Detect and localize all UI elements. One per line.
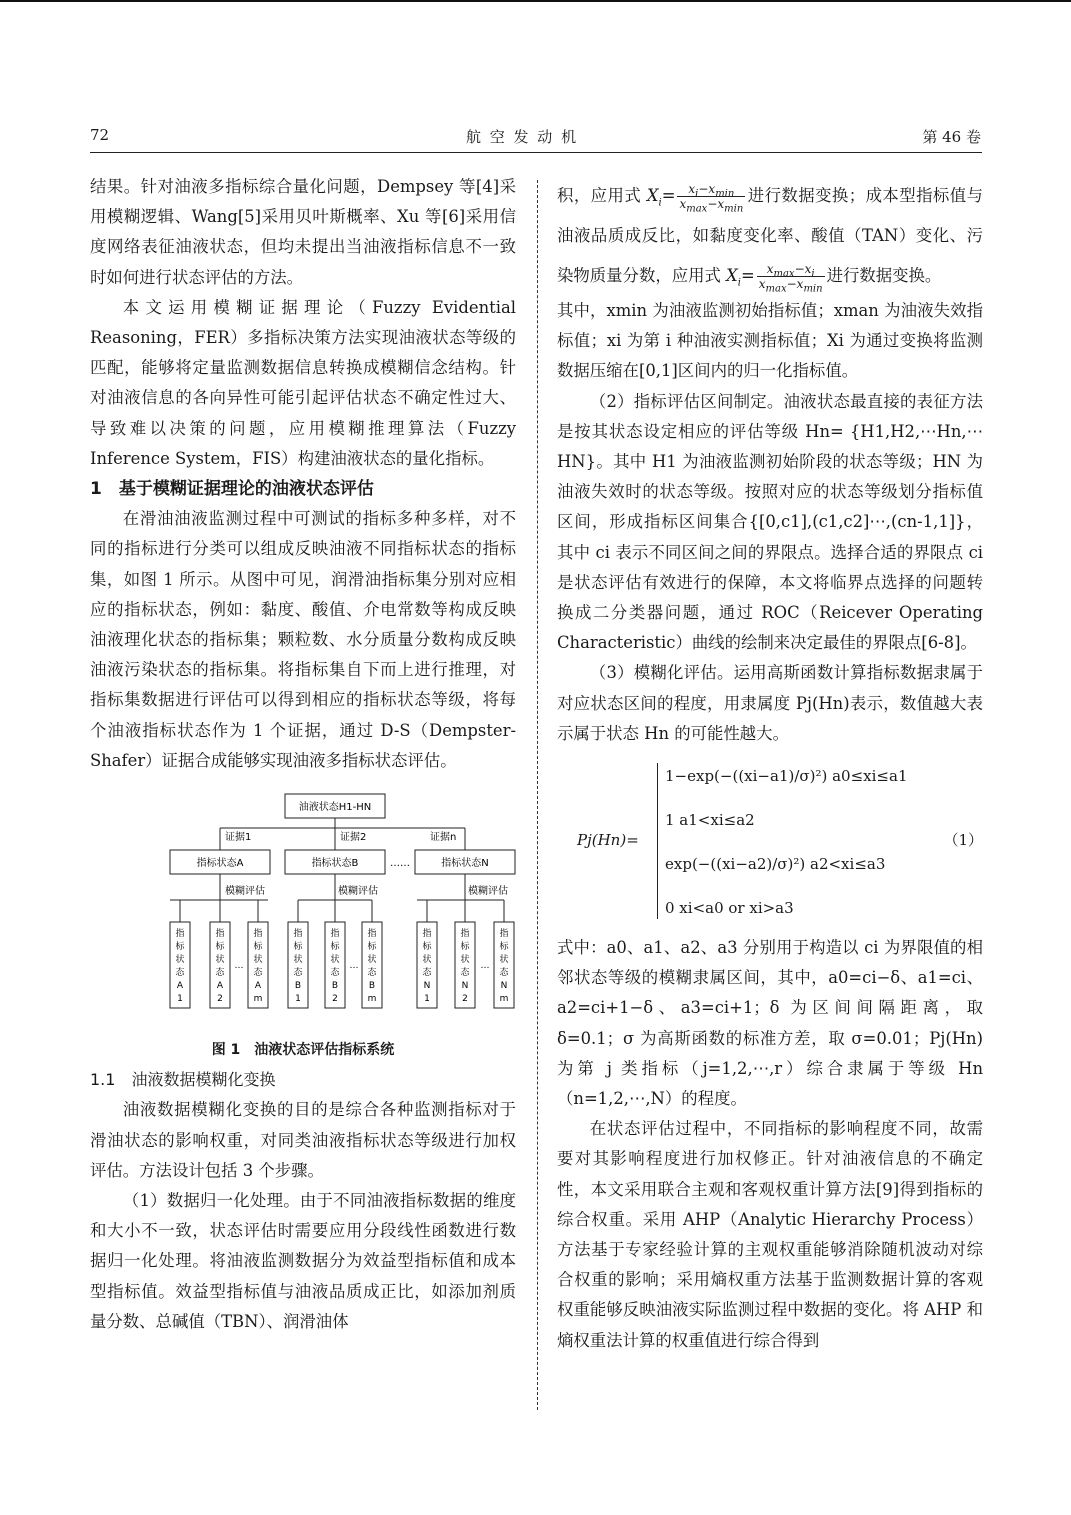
page-number: 72 (90, 126, 110, 144)
equation-row: 1−exp(−((xi−a1)/σ)²) a0≤xi≤a1 (665, 767, 908, 786)
fig-eval-label: 模糊评估 (225, 886, 265, 898)
paragraph: 结果。针对油液多指标综合量化问题，Dempsey 等[4]采用模糊逻辑、Wang[5]采用贝叶斯概率、Xu 等[6]采用信度网络表征油液状态，但均未提出当油液指标信息不一致时如何进行状态评估的方法。 (90, 177, 516, 287)
fig-leaf-label: 指标状态 N 2 (460, 929, 470, 1005)
paragraph: 在滑油油液监测过程中可测试的指标多种多样，对不同的指标进行分类可以组成反映油液不同指标状态的指标集，如图 1 所示。从图中可见，润滑油指标集分别对应相应的指标状态，例如：黏度、酸值、介电常数等构成反映油液理化状态的指标集；颗粒数、水分质量分数构成反映油液污染状态的指标集。将指标集自下而上进行推理，对指标集数据进行评估可以得到相应的指标状态等级，将每个油液指标状态作为 1 个证据，通过 D-S（Dempster-Shafer）证据合成能够实现油液多指标状态评估。 (90, 509, 516, 770)
paragraph: （3）模糊化评估。运用高斯函数计算指标数据隶属于对应状态区间的程度，用隶属度 Pj(Hn)表示，数值越大表示属于状态 Hn 的可能性越大。 (557, 663, 983, 743)
fig-leaf-label: 指标状态 B m (367, 929, 377, 1005)
paragraph: 积，应用式 $X_i=$ $\frac{x_i-x_{min}}{x_{max}-x_{min}}$ 进行数据变换；成本型指标值与油液品质成反比，如黏度变化率、酸值（TAN）变化、污染物质量分数，应用式 $X_i=$ $\frac{x_{max}-x_i}{x_{max}-x_{min}}$ 进行数据变换。 (557, 182, 983, 295)
left-column (90, 172, 516, 1337)
section-heading: 1 基于模糊证据理论的油液状态评估 (90, 479, 374, 500)
fig-evidence-label: 证据1 (225, 832, 252, 844)
paragraph: 式中：a0、a1、a2、a3 分别用于构造以 ci 为界限值的相邻状态等级的模糊隶属区间，其中，a0=ci−δ、a1=ci、a2=ci+1−δ、a3=ci+1；δ 为区间间隔距离，取 δ=0.1；σ 为高斯函数的标准方差，取 σ=0.01；Pj(Hn)为第 j 类指标（j=1,2,⋯,r）综合隶属于等级 Hn（n=1,2,⋯,N）的程度。 (557, 938, 983, 1109)
equation-1 (557, 757, 983, 925)
svg-text:…: … (349, 961, 359, 972)
svg-text:…: … (234, 961, 244, 972)
fig-evidence-label: 证据2 (340, 832, 367, 844)
figure-1-diagram (130, 790, 550, 1035)
paragraph: （1）数据归一化处理。由于不同油液指标数据的维度和大小不一致，状态评估时需要应用分段线性函数进行数据归一化处理。将油液监测数据分为效益型指标值和成本型指标值。效益型指标值与油液品质成正比，如添加剂质量分数、总碱值（TBN）、润滑油体 (90, 1191, 516, 1331)
top-border (0, 0, 1071, 2)
fig-leaf-label: 指标状态 N m (499, 929, 509, 1005)
fraction: $\frac{x_{max}-x_i}{x_{max}-x_{min}}$ (758, 262, 823, 295)
paragraph: 其中，xmin 为油液监测初始指标值；xman 为油液失效指标值；xi 为第 i 种油液实测指标值；Xi 为通过变换将监测数据压缩在[0,1]区间内的归一化指标值。 (557, 301, 983, 381)
fig-top-label: 油液状态H1-HN (298, 802, 372, 814)
fig-leaf-label: 指标状态 A 1 (175, 929, 185, 1005)
fig-ellipsis: …… (390, 858, 410, 870)
paragraph: 本文运用模糊证据理论（Fuzzy Evidential Reasoning，FER）多指标决策方法实现油液状态等级的匹配，能够将定量监测数据信息转换成模糊信念结构。针对油液信息的各向异性可能引起评估状态不确定性过大、导致难以决策的问题，应用模糊推理算法（Fuzzy Inference System，FIS）构建油液状态的量化指标。 (90, 297, 516, 468)
fig-leaf-label: 指标状态 A 2 (215, 929, 225, 1005)
fig-eval-label: 模糊评估 (468, 886, 508, 898)
equation-lhs: Pj(Hn)= (577, 831, 639, 850)
equation-number: （1） (943, 831, 983, 850)
equation-brace (657, 763, 662, 919)
equation-row: 1 a1<xi≤a2 (665, 811, 755, 830)
journal-title: 航 空 发 动 机 (466, 128, 579, 146)
subsection-heading: 1.1 油液数据模糊化变换 (90, 1070, 276, 1090)
volume-label: 第 46 卷 (922, 128, 981, 146)
fig-leaf-label: 指标状态 B 2 (330, 929, 340, 1005)
equation-row: 0 xi<a0 or xi>a3 (665, 899, 794, 918)
fig-state-label: 指标状态B (311, 858, 359, 870)
fig-state-label: 指标状态A (196, 858, 244, 870)
fig-leaf-label: 指标状态 N 1 (422, 929, 432, 1005)
fig-state-label: 指标状态N (441, 858, 489, 870)
fig-evidence-label: 证据n (430, 832, 457, 844)
paragraph: （2）指标评估区间制定。油液状态最直接的表征方法是按其状态设定相应的评估等级 Hn= {H1,H2,⋯Hn,⋯HN}。其中 H1 为油液监测初始阶段的状态等级；HN 为油液失效时的状态等级。按照对应的状态等级划分指标值区间，形成指标区间集合{[0,c1],(c1,c2]⋯,(cn-1,1]}，其中 ci 表示不同区间之间的界限点。选择合适的界限点 ci 是状态评估有效进行的保障，本文将临界点选择的问题转换成二分类器问题，通过 ROC（Reicever Operating Characteristic）曲线的绘制来决定最佳的界限点[6-8]。 (557, 391, 983, 653)
equation-row: exp(−((xi−a2)/σ)²) a2<xi≤a3 (665, 855, 886, 874)
right-column (557, 176, 983, 1356)
fig-leaf-label: 指标状态 B 1 (293, 929, 303, 1005)
paragraph: 在状态评估过程中，不同指标的影响程度不同，故需要对其影响程度进行加权修正。针对油液信息的不确定性，本文采用联合主观和客观权重计算方法[9]得到指标的综合权重。采用 AHP（Analytic Hierarchy Process）方法基于专家经验计算的主观权重能够消除随机波动对综合权重的影响；采用熵权重方法基于监测数据计算的客观权重能够反映油液实际监测过程中数据的变化。将 AHP 和熵权重法计算的权重值进行综合得到 (557, 1119, 983, 1350)
header-rule (90, 152, 982, 153)
figure-caption: 图 1 油液状态评估指标系统 (211, 1042, 395, 1059)
svg-text:…: … (480, 961, 490, 972)
fig-eval-label: 模糊评估 (338, 886, 378, 898)
paragraph: 油液数据模糊化变换的目的是综合各种监测指标对于滑油状态的影响权重，对同类油液指标状态等级进行加权评估。方法设计包括 3 个步骤。 (90, 1100, 516, 1180)
fig-leaf-label: 指标状态 A m (253, 929, 263, 1005)
fraction: $\frac{x_i-x_{min}}{x_{max}-x_{min}}$ (679, 182, 744, 215)
